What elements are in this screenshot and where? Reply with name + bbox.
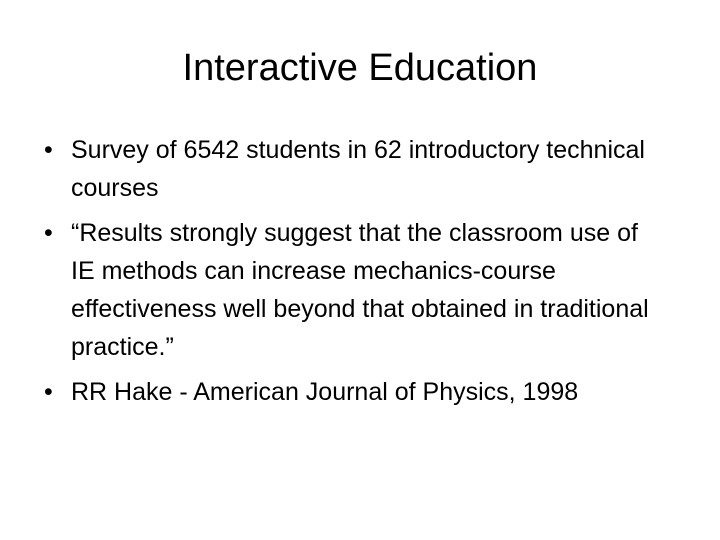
bullet-list — [44, 131, 654, 418]
bullet-item-quote — [44, 214, 654, 366]
bullet-item-citation — [44, 373, 654, 411]
bullet-icon: • — [44, 219, 53, 247]
bullet-text: Survey of 6542 students in 62 introductory technical courses — [71, 136, 645, 202]
bullet-text: RR Hake - American Journal of Physics, 1998 — [71, 378, 579, 406]
bullet-icon: • — [44, 136, 53, 164]
slide-title: Interactive Education — [182, 47, 538, 89]
bullet-icon: • — [44, 378, 53, 406]
bullet-text: “Results strongly suggest that the classroom use of IE methods can increase mechanics-course effectiveness well beyond that obtained in traditional practice.” — [71, 219, 649, 361]
bullet-item-survey — [44, 131, 654, 207]
